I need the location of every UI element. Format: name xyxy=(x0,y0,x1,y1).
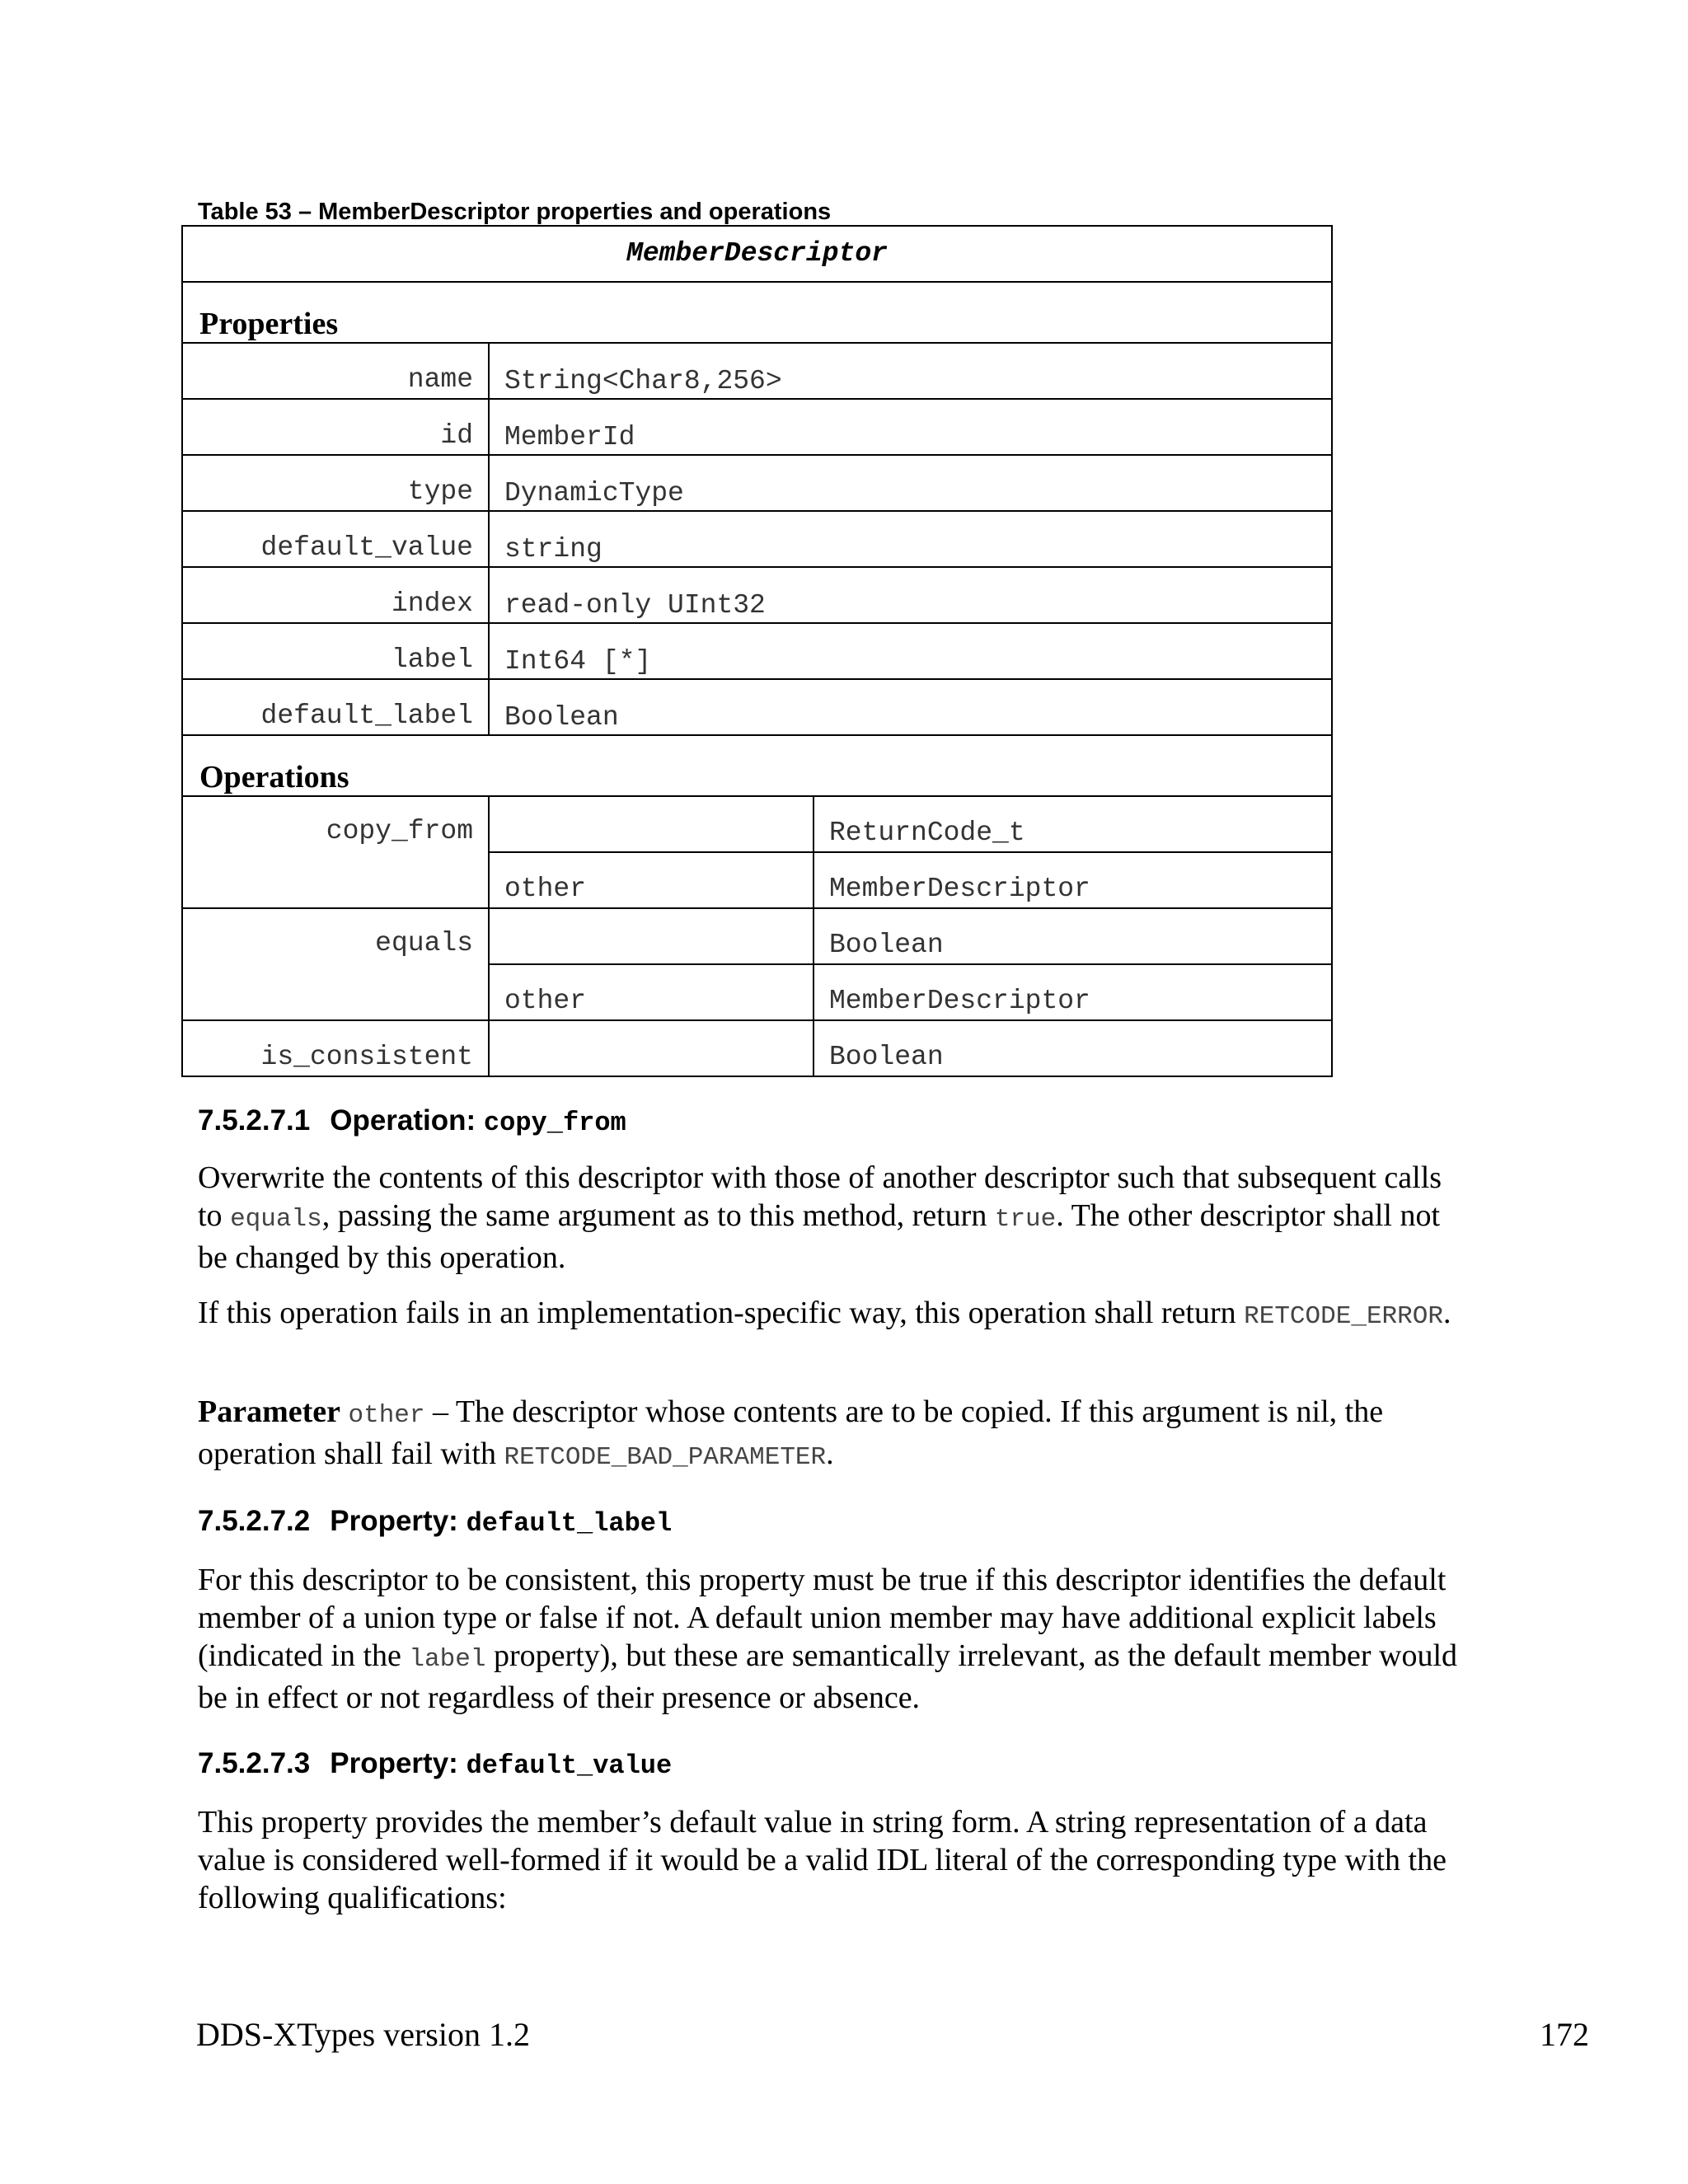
inline-code: other xyxy=(348,1401,425,1430)
operations-section-row xyxy=(182,735,1332,796)
section-prefix: Property: xyxy=(330,1747,458,1779)
operation-param-empty xyxy=(489,1020,814,1076)
table-row xyxy=(182,796,1332,852)
operations-heading: Operations xyxy=(182,735,1332,796)
property-type: String<Char8,256> xyxy=(489,343,1332,399)
operation-param-name: other xyxy=(489,964,814,1020)
paragraph: If this operation fails in an implementation-specific way, this operation shall return RETCODE_ERROR. xyxy=(198,1296,1451,1331)
table-row xyxy=(182,511,1332,567)
paragraph: This property provides the member’s default value in string form. A string representation of a data value is considered well-formed if it would be a valid IDL literal of the corresponding type with the following qualifications: xyxy=(198,1805,1447,1915)
table-row xyxy=(182,908,1332,964)
table-title: MemberDescriptor xyxy=(182,226,1332,282)
section-code: default_label xyxy=(466,1508,673,1539)
operation-param-type: MemberDescriptor xyxy=(814,964,1332,1020)
inline-code: RETCODE_BAD_PARAMETER xyxy=(504,1443,827,1472)
inline-code: RETCODE_ERROR xyxy=(1244,1302,1443,1331)
properties-section-row xyxy=(182,282,1332,343)
operation-name: copy_from xyxy=(182,796,489,908)
property-name: index xyxy=(182,567,489,623)
operation-return-type: Boolean xyxy=(814,1020,1332,1076)
table-row xyxy=(182,567,1332,623)
operation-name: equals xyxy=(182,908,489,1020)
property-name: type xyxy=(182,455,489,511)
property-type: MemberId xyxy=(489,399,1332,455)
property-name: default_value xyxy=(182,511,489,567)
footer-title: DDS-XTypes version 1.2 xyxy=(196,2016,530,2053)
section-code: default_value xyxy=(466,1750,673,1781)
inline-code: true xyxy=(994,1205,1057,1234)
inline-code: equals xyxy=(230,1205,322,1234)
property-name: name xyxy=(182,343,489,399)
property-name: label xyxy=(182,623,489,679)
section-prefix: Property: xyxy=(330,1505,458,1537)
paragraph: Overwrite the contents of this descriptor with those of another descriptor such that subsequent calls to equals, passing the same argument as to this method, return true. The other descriptor shall not be changed by this operation. xyxy=(198,1160,1442,1275)
table-row xyxy=(182,455,1332,511)
property-type: string xyxy=(489,511,1332,567)
table-caption: Table 53 – MemberDescriptor properties and operations xyxy=(198,199,832,225)
operation-param-empty xyxy=(489,796,814,852)
member-descriptor-table xyxy=(181,225,1333,1077)
property-name: id xyxy=(182,399,489,455)
operation-param-type: MemberDescriptor xyxy=(814,852,1332,908)
property-type: read-only UInt32 xyxy=(489,567,1332,623)
operation-return-type: ReturnCode_t xyxy=(814,796,1332,852)
table-title-row xyxy=(182,226,1332,282)
section-number: 7.5.2.7.1 xyxy=(198,1104,311,1137)
page-number: 172 xyxy=(1540,2016,1589,2053)
table-row xyxy=(182,623,1332,679)
section-heading-default-label xyxy=(198,1503,672,1542)
properties-heading: Properties xyxy=(182,282,1332,343)
table-row xyxy=(182,1020,1332,1076)
section-number: 7.5.2.7.2 xyxy=(198,1505,311,1537)
operation-param-empty xyxy=(489,908,814,964)
section-number: 7.5.2.7.3 xyxy=(198,1747,311,1779)
operation-return-type: Boolean xyxy=(814,908,1332,964)
inline-code: label xyxy=(409,1645,486,1674)
operation-name: is_consistent xyxy=(182,1020,489,1076)
table-row xyxy=(182,343,1332,399)
section-heading-default-value xyxy=(198,1746,672,1784)
paragraph: For this descriptor to be consistent, this property must be true if this descriptor identifies the default member of a union type or false if not. A default union member may have additional explicit labels (indicated in the label property), but these are semantically irrelevant, as the default member would be in effect or not regardless of their presence or absence. xyxy=(198,1563,1458,1715)
table-row xyxy=(182,399,1332,455)
property-type: DynamicType xyxy=(489,455,1332,511)
property-type: Boolean xyxy=(489,679,1332,735)
section-prefix: Operation: xyxy=(330,1104,476,1137)
section-heading-copy-from xyxy=(198,1103,626,1141)
property-name: default_label xyxy=(182,679,489,735)
operation-param-name: other xyxy=(489,852,814,908)
table-row xyxy=(182,679,1332,735)
section-code: copy_from xyxy=(483,1108,626,1138)
property-type: Int64 [*] xyxy=(489,623,1332,679)
parameter-label: Parameter xyxy=(198,1394,340,1429)
paragraph: Parameter other – The descriptor whose contents are to be copied. If this argument is nil, the operation shall fail with RETCODE_BAD_PARAMETER. xyxy=(198,1394,1384,1472)
